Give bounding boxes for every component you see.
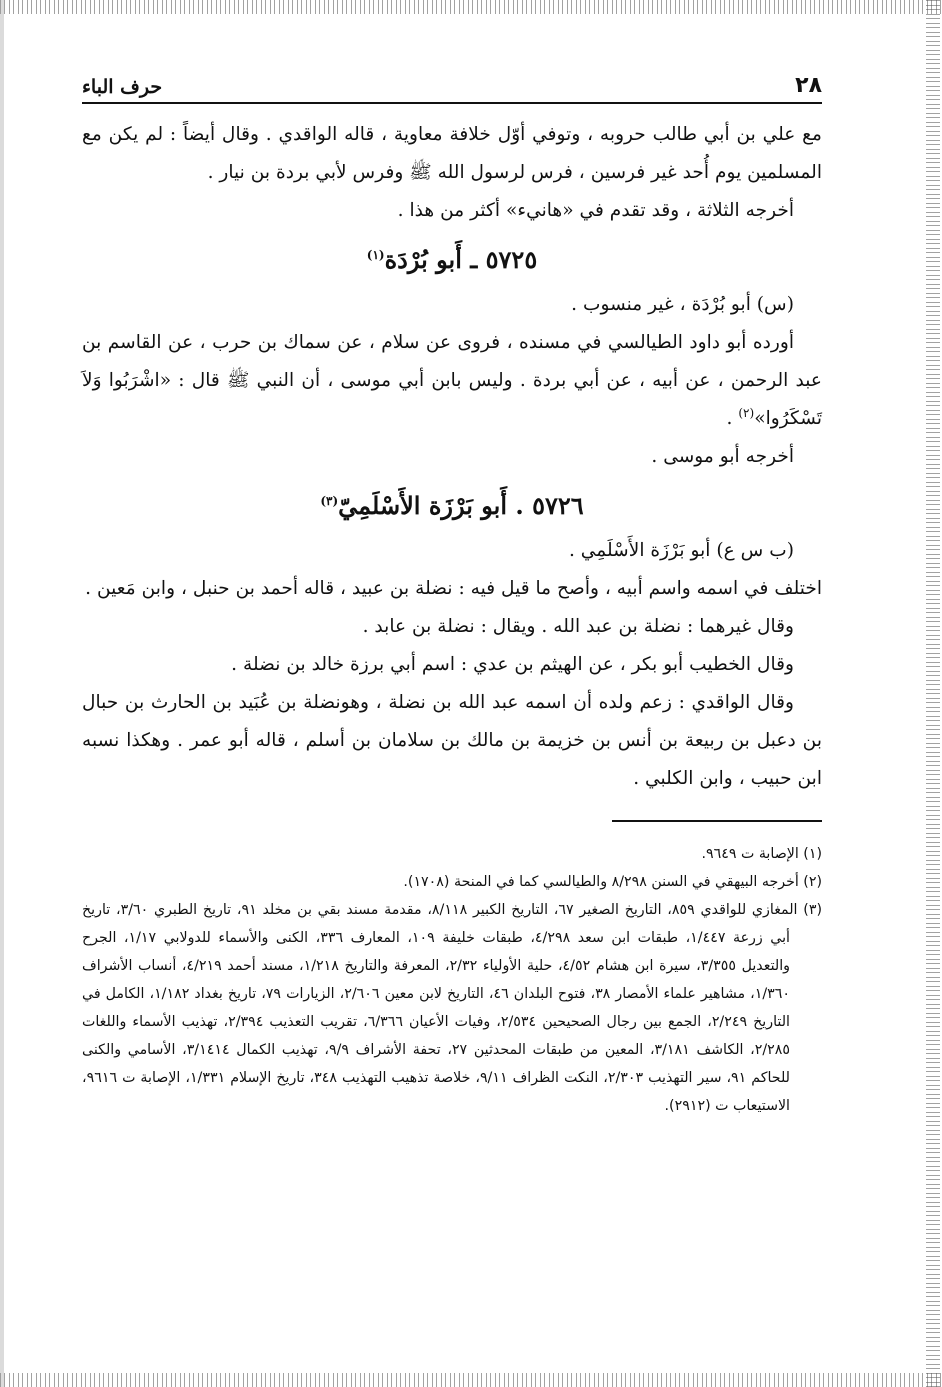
footnote-separator-row	[82, 820, 822, 822]
decorative-border-left	[0, 0, 4, 1387]
footnote-ref: (٢)	[738, 405, 755, 420]
paragraph: وقال الخطيب أبو بكر ، عن الهيثم بن عدي : اسم أبي برزة خالد بن نضلة .	[231, 654, 794, 675]
paragraph: اختلف في اسمه واسم أبيه ، وأصح ما قيل فيه : نضلة بن عبيد ، قاله أحمد بن حنبل ، وابن مَعين .	[85, 578, 822, 599]
footnote-2: (٢) أخرجه البيهقي في السنن ٨/٢٩٨ والطيالسي كما في المنحة (١٧٠٨).	[403, 874, 822, 890]
paragraph: وقال غيرهما : نضلة بن عبد الله . ويقال : نضلة بن عابد .	[362, 616, 794, 637]
entry-heading-text: ٥٧٢٥ ـ أَبو بُرْدَة	[384, 245, 538, 274]
main-text	[82, 116, 822, 798]
page-number: ٢٨	[795, 73, 822, 98]
decorative-border-bottom	[0, 1373, 942, 1387]
paragraph: أخرجه الثلاثة ، وقد تقدم في «هانيء» أكثر من هذا .	[397, 200, 794, 221]
running-title: حرف الباء	[82, 76, 163, 98]
footnote-ref: (١)	[366, 248, 385, 262]
paragraph: (س) أبو بُرْدَة ، غير منسوب .	[571, 294, 794, 315]
entry-heading-5725	[82, 242, 822, 278]
footnotes	[82, 840, 822, 1120]
paragraph: مع علي بن أبي طالب حروبه ، وتوفي أوّل خلافة معاوية ، قاله الواقدي . وقال أيضاً : لم يكن مع المسلمين يوم أُحد غير فرسين ، فرس لرسول الله ﷺ وفرس لأبي بردة بن نيار .	[82, 124, 822, 183]
paragraph-end: .	[726, 408, 739, 429]
paragraph	[82, 324, 822, 438]
page-header	[82, 62, 822, 104]
footnote-separator	[612, 820, 822, 822]
decorative-border-top	[0, 0, 942, 14]
footnote-3: (٣) المغازي للواقدي ٨٥٩، التاريخ الصغير ٦٧، التاريخ الكبير ٨/١١٨، مقدمة مسند بقي بن مخلد ٩١، تاريخ الطبري ٣/٦٠، تاريخ أبي زرعة ١/٤٤٧، طبقات ابن سعد ٤/٢٩٨، طبقات خليفة ١٠٩، المعارف ٣٣٦، الكنى والأسماء للدولابي ١/١٧، الجرح والتعديل ٣/٣٥٥، سيرة ابن هشام ٤/٥٢، حلية الأولياء ٢/٣٢، المعرفة والتاريخ ١/٢١٨، مسند أحمد ٤/٢١٩، أنساب الأشراف ١/٣٦٠، مشاهير علماء الأمصار ٣٨، فتوح البلدان ٤٦، التاريخ لابن معين ٢/٦٠٦، الزيارات ٧٩، تاريخ بغداد ١/١٨٢، الكامل في التاريخ ٢/٢٤٩، الجمع بين رجال الصحيحين ٢/٥٣٤، وفيات الأعيان ٦/٣٦٦، تقريب التعذيب ٢/٣٩٤، تهذيب الأسماء واللغات ٢/٢٨٥، الكاشف ٣/١٨١، المعين من طبقات المحدثين ٢٧، تحفة الأشراف ٩/٩، تهذيب الكمال ٣/١٤١٤، الأسامي والكنى للحاكم ٩١، سير التهذيب ٢/٣٠٣، النكت الظراف ٩/١١، خلاصة تذهيب التهذيب ٣٤٨، تاريخ الإسلام ١/٣٣١، الإصابة ت ٩٦١٦، الاستيعاب ت (٢٩١٢).	[82, 902, 822, 1114]
footnote-ref: (٣)	[320, 494, 339, 508]
page-content	[82, 62, 822, 1120]
entry-heading-5726	[82, 488, 822, 524]
paragraph: وقال الواقدي : زعم ولده أن اسمه عبد الله بن نضلة ، وهونضلة بن عُبَيد بن الحارث بن حبال بن دعبل بن ربيعة بن أنس بن خزيمة بن مالك بن سلامان بن أسلم ، قاله أبو عمر . وهكذا نسبه ابن حبيب ، وابن الكلبي .	[82, 692, 822, 789]
footnote-1: (١) الإصابة ت ٩٦٤٩.	[701, 846, 822, 862]
paragraph: أخرجه أبو موسى .	[651, 446, 794, 467]
entry-heading-text: ٥٧٢٦ . أَبو بَرْزَة الأَسْلَمِيّ	[338, 491, 584, 520]
paragraph: (ب س ع) أبو بَرْزَة الأَسْلَمِي .	[568, 540, 794, 561]
decorative-border-right	[926, 0, 940, 1387]
paragraph-text: أورده أبو داود الطيالسي في مسنده ، فروى عن سلام ، عن سماك بن حرب ، عن القاسم بن عبد الرحمن ، عن أبيه ، عن أبي بردة . وليس بابن أبي موسى ، أن النبي ﷺ قال : «اشْرَبُوا وَلاَ تَسْكَرُوا»	[82, 332, 822, 429]
